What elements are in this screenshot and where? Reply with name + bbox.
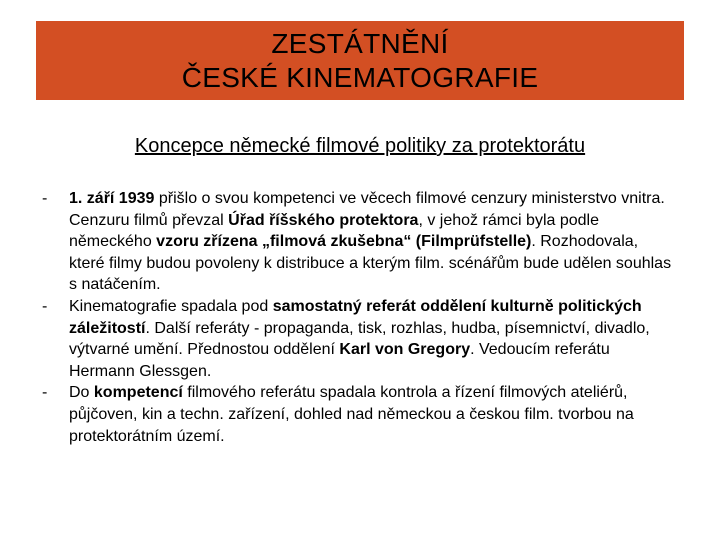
bullet-item	[36, 188, 676, 296]
bullet-text	[69, 382, 676, 447]
bullet-run: . Další referáty - propaganda, tisk, rozhlas, hudba, písemnictví, divadlo, výtvarné umění. Přednostou oddělení	[69, 319, 650, 359]
bullet-run: přišlo o svou kompetenci ve věcech filmové cenzury ministerstvo vnitra. Cenzuru filmů převzal	[69, 190, 665, 229]
bullet-list	[36, 188, 676, 447]
bullet-run: , v jehož rámci byla podle německého	[69, 211, 599, 251]
bullet-text	[69, 296, 676, 382]
bullet-run: . Vedoucím referátu Hermann Glessgen.	[69, 341, 610, 380]
slide-title-line-1: ZESTÁTNĚNÍ	[271, 27, 449, 59]
bullet-bold-run: 1. září 1939	[69, 190, 155, 207]
bullet-bold-run: samostatný referát oddělení kulturně politických záležitostí	[69, 297, 642, 337]
bullet-run: . Rozhodovala, které filmy budou povoleny k distribuce a kterým film. scénářům bude udělen souhlas s natáčením.	[69, 233, 672, 294]
bullet-dash: -	[42, 384, 48, 402]
bullet-item	[36, 382, 676, 447]
title-banner	[36, 21, 684, 100]
bullet-bold-run: kompetencí	[93, 384, 183, 402]
bullet-bold-run: Karl von Gregory	[339, 341, 471, 359]
bullet-run: filmového referátu spadala kontrola a řízení filmových ateliérů, půjčoven, kin a techn. zařízení, dohled nad německou a českou film. tvorbou na protektorátním území.	[69, 384, 634, 445]
slide-subtitle: Koncepce německé filmové politiky za protektorátu	[134, 135, 586, 157]
bullet-text	[69, 188, 676, 296]
bullet-bold-run: vzoru zřízena „filmová zkušebna“ (Filmprüfstelle)	[156, 233, 532, 251]
bullet-item	[36, 296, 676, 382]
bullet-run: Kinematografie spadala pod	[69, 297, 273, 315]
slide-title-line-2: ČESKÉ KINEMATOGRAFIE	[181, 61, 539, 93]
bullet-run: Do	[69, 384, 94, 402]
bullet-dash: -	[42, 297, 48, 315]
bullet-bold-run: Úřad říšského protektora	[228, 211, 419, 229]
bullet-dash: -	[42, 190, 48, 207]
